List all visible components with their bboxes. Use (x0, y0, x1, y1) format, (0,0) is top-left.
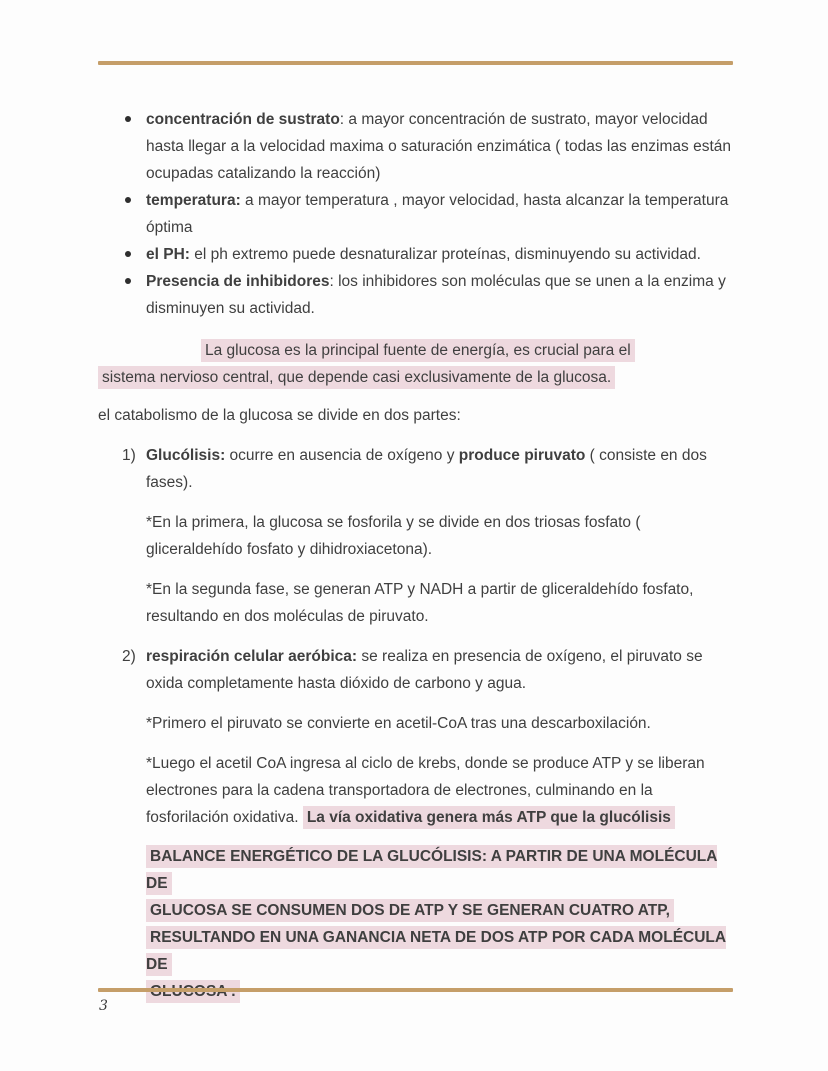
bottom-divider (98, 988, 733, 992)
highlighted-text-line: BALANCE ENERGÉTICO DE LA GLUCÓLISIS: A PARTIR DE UNA MOLÉCULA DE (146, 845, 717, 895)
list-item-body: : a mayor concentración de sustrato, mayor velocidad hasta llegar a la velocidad maxima o saturación enzimática ( todas las enzimas están ocupadas catalizando la reacción) (146, 111, 731, 182)
list-item-substrate-concentration (98, 106, 733, 187)
item-note: *Primero el piruvato se convierte en acetil-CoA tras una descarboxilación. (146, 715, 651, 732)
item-note (146, 750, 733, 831)
top-divider (98, 61, 733, 65)
list-item-body: : los inhibidores son moléculas que se unen a la enzima y disminuyen su actividad. (146, 273, 726, 317)
item-note-text: *Luego el acetil CoA ingresa al ciclo de krebs, donde se produce ATP y se liberan electrones para la cadena transportadora de electrones, culminando en la fosforilación oxidativa. (146, 755, 705, 826)
list-item-lead: concentración de sustrato (146, 111, 340, 128)
item-note: *En la segunda fase, se generan ATP y NADH a partir de gliceraldehído fosfato, resultando en dos moléculas de piruvato. (146, 581, 694, 625)
energy-balance-block (146, 843, 733, 1005)
item-body: ocurre en ausencia de oxígeno y (225, 447, 459, 464)
list-item-ph (98, 241, 733, 268)
numbered-item-aerobic-respiration (98, 643, 733, 831)
page-number: 3 (99, 998, 108, 1014)
list-item-lead: el PH: (146, 246, 190, 263)
highlighted-text-line: La vía oxidativa genera más ATP que la glucólisis (303, 806, 675, 829)
item-note: *En la primera, la glucosa se fosforila y se divide en dos triosas fosfato ( gliceraldehído fosfato y dihidroxiacetona). (146, 514, 641, 558)
item-paragraph (146, 442, 733, 496)
item-body: ( consiste en dos fases). (146, 447, 707, 491)
list-item-body: el ph extremo puede desnaturalizar proteínas, disminuyendo su actividad. (189, 246, 701, 263)
enzyme-factors-list (98, 106, 733, 322)
item-number: 2) (122, 648, 136, 665)
numbered-item-glycolysis (98, 442, 733, 630)
glucose-highlight-paragraph (98, 337, 733, 391)
item-paragraph (146, 643, 733, 697)
catabolism-intro-text: el catabolismo de la glucosa se divide en dos partes: (98, 407, 461, 424)
item-number: 1) (122, 447, 136, 464)
highlighted-text-line: La glucosa es la principal fuente de energía, es crucial para el (201, 339, 635, 362)
bullet-icon (125, 278, 131, 284)
bullet-icon (125, 251, 131, 257)
highlighted-text-line: sistema nervioso central, que depende casi exclusivamente de la glucosa. (98, 366, 615, 389)
highlighted-text-line: GLUCOSA SE CONSUMEN DOS DE ATP Y SE GENERAN CUATRO ATP, (146, 899, 674, 922)
bullet-icon (125, 197, 131, 203)
highlighted-text-line: RESULTANDO EN UNA GANANCIA NETA DE DOS ATP POR CADA MOLÉCULA DE (146, 926, 726, 976)
item-emphasis: produce piruvato (458, 447, 586, 464)
list-item-inhibitors (98, 268, 733, 322)
list-item-temperature (98, 187, 733, 241)
item-lead: Glucólisis: (146, 447, 226, 464)
list-item-body: a mayor temperatura , mayor velocidad, hasta alcanzar la temperatura óptima (146, 192, 729, 236)
bullet-icon (125, 116, 131, 122)
list-item-lead: Presencia de inhibidores (146, 273, 330, 290)
list-item-lead: temperatura: (146, 192, 241, 209)
item-body: se realiza en presencia de oxígeno, el piruvato se oxida completamente hasta dióxido de carbono y agua. (146, 648, 703, 692)
item-lead: respiración celular aeróbica: (146, 648, 358, 665)
